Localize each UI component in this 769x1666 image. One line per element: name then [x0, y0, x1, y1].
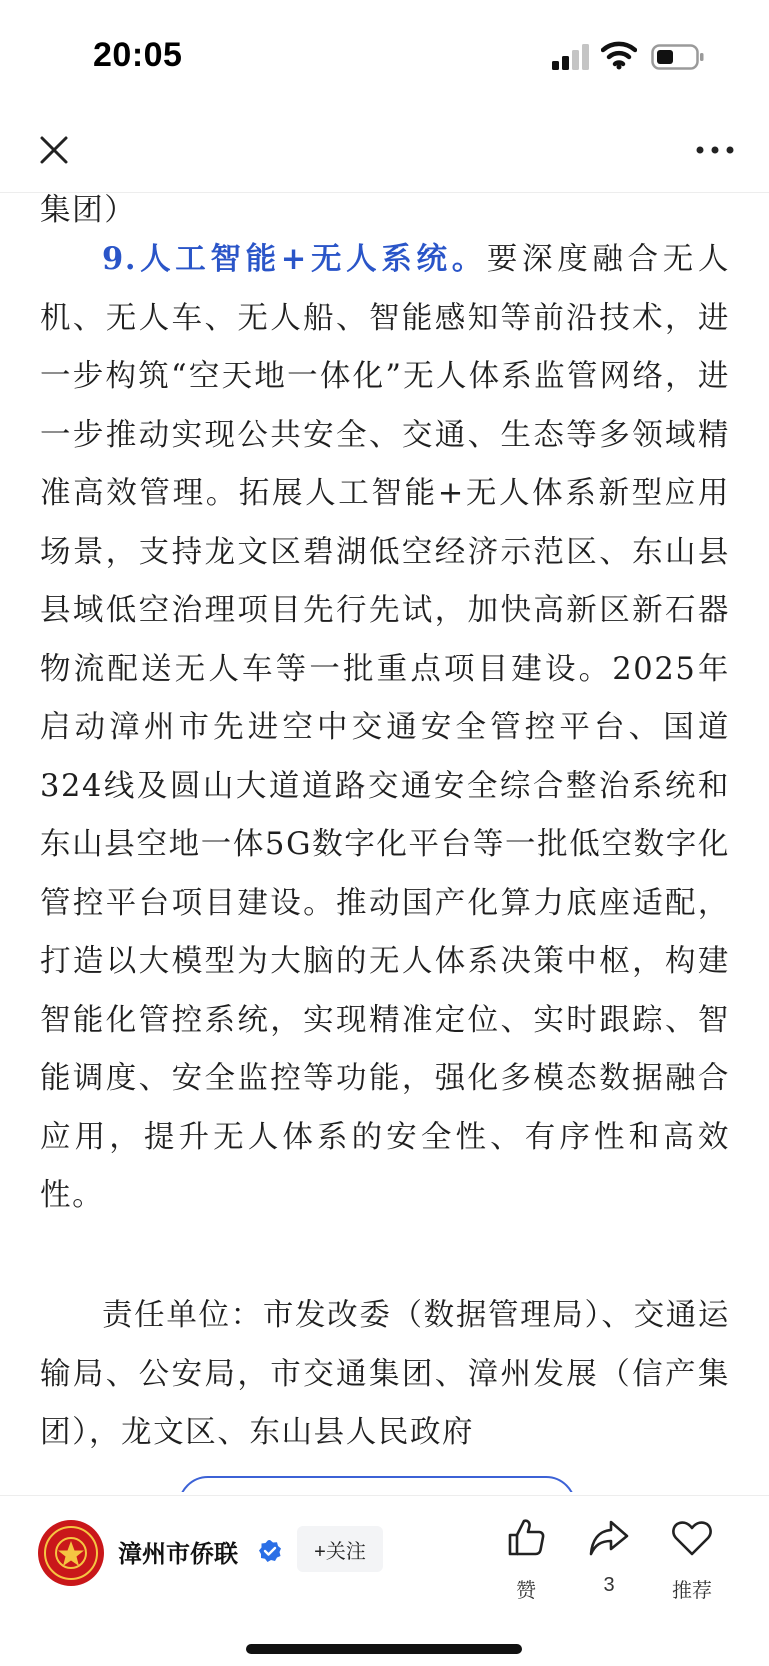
section-heading: 9.人工智能+无人系统。: [102, 241, 487, 277]
emblem-icon: [38, 1520, 104, 1586]
responsibility-paragraph: 责任单位：市发改委（数据管理局）、交通运输局、公安局，市交通集团、漳州发展（信产集团），龙文区、东山县人民政府: [40, 1298, 730, 1450]
close-icon[interactable]: [34, 130, 74, 170]
like-button[interactable]: [486, 1516, 566, 1606]
thumbs-up-icon: [504, 1516, 548, 1560]
battery-icon: [651, 44, 705, 70]
follow-button[interactable]: +关注: [297, 1526, 383, 1572]
status-time: 20:05: [93, 36, 183, 74]
article-paragraph: [40, 230, 730, 1226]
nav-bar: [0, 110, 769, 193]
account-avatar[interactable]: [38, 1520, 104, 1586]
paragraph-body: 要深度融合无人机、无人车、无人船、智能感知等前沿技术，进一步构筑“空天地一体化”无人体系监管网络，进一步推动实现公共安全、交通、生态等多领域精准高效管理。拓展人工智能+无人体系新型应用场景，支持龙文区碧湖低空经济示范区、东山县县域低空治理项目先行先试，加快高新区新石器物流配送无人车等一批重点项目建设。2025年启动漳州市先进空中交通安全管控平台、国道324线及圆山大道道路交通安全综合整治系统和东山县空地一体5G数字化平台等一批低空数字化管控平台项目建设。推动国产化算力底座适配，打造以大模型为大脑的无人体系决策中枢，构建智能化管控系统，实现精准定位、实时跟踪、智能调度、安全监控等功能，强化多模态数据融合应用，提升无人体系的安全性、有序性和高效性。: [40, 242, 730, 1213]
recommend-button[interactable]: [652, 1516, 732, 1606]
home-indicator[interactable]: [246, 1644, 522, 1654]
heart-icon: [670, 1516, 714, 1560]
previous-paragraph-tail: 集团）: [40, 193, 137, 228]
like-label: 赞: [516, 1580, 536, 1602]
bottom-bar: [0, 1495, 769, 1666]
recommend-label: 推荐: [672, 1580, 712, 1602]
cellular-signal-icon: [552, 44, 592, 70]
share-count: 3: [603, 1574, 615, 1596]
more-options-icon[interactable]: [690, 130, 740, 170]
account-name[interactable]: 漳州市侨联: [118, 1541, 238, 1568]
share-button[interactable]: [569, 1516, 649, 1606]
share-icon: [587, 1516, 631, 1560]
verified-badge-icon: [258, 1539, 282, 1563]
wifi-icon: [601, 40, 637, 70]
status-bar: [0, 0, 769, 110]
partially-visible-button[interactable]: [178, 1476, 576, 1492]
article-content: [0, 192, 769, 1492]
